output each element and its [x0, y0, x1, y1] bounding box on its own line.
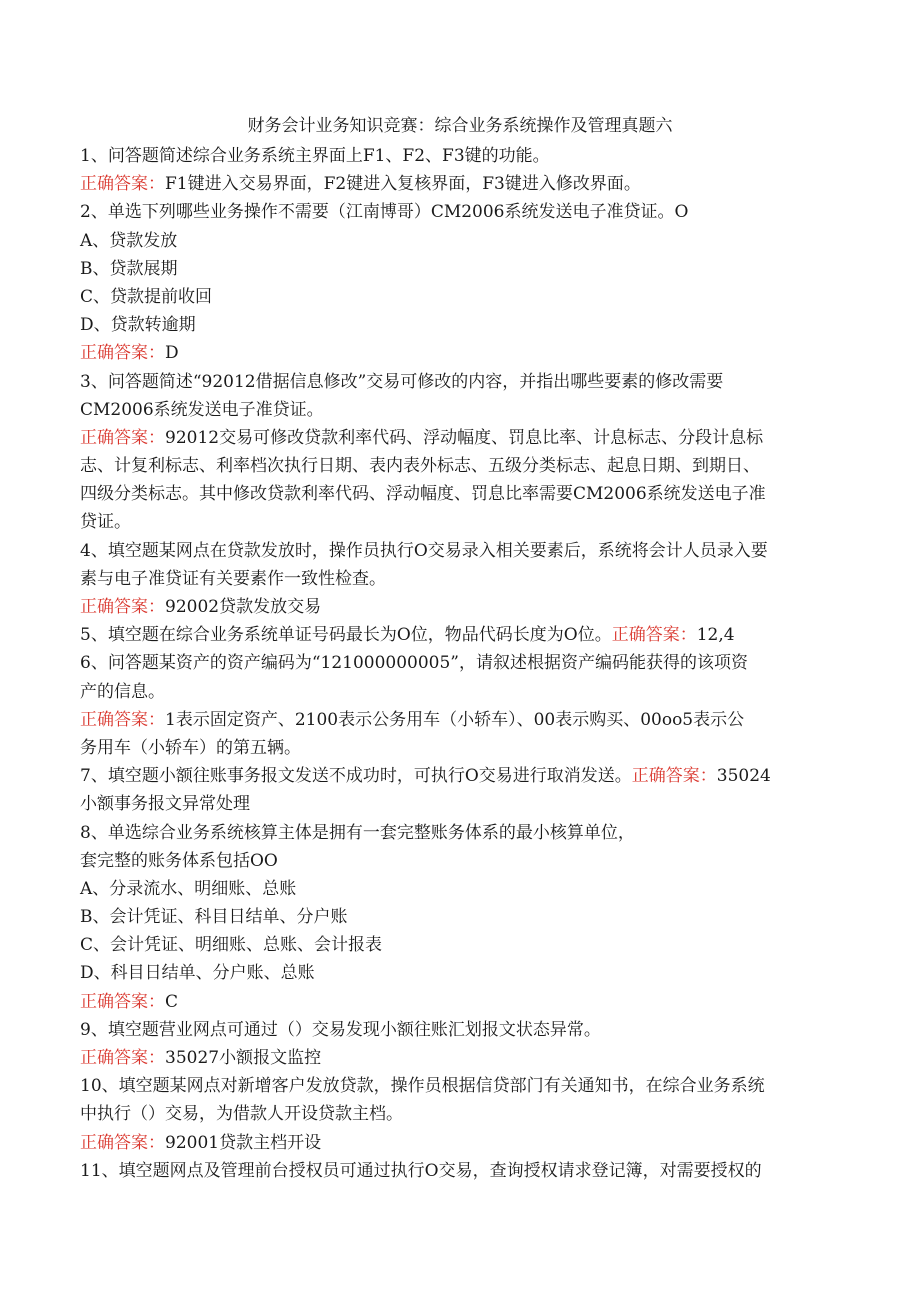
document-body [80, 142, 840, 1185]
text-line: 贷证。 [80, 512, 131, 533]
text-line: 四级分类标志。其中修改贷款利率代码、浮动幅度、罚息比率需要CM2006系统发送电子准 [80, 484, 766, 505]
text-line: 产的信息。 [80, 681, 165, 702]
text-line: 5、填空题在综合业务系统单证号码最长为O位，物品代码长度为O位。正确答案：12,4 [80, 625, 735, 646]
text-line: 9、填空题营业网点可通过（）交易发现小额往账汇划报文状态异常。 [80, 1019, 601, 1040]
answer-line: 正确答案：1表示固定资产、2100表示公务用车（小轿车）、00表示购买、00oo5表示公 [80, 709, 745, 730]
answer-line: 正确答案：92002贷款发放交易 [80, 597, 322, 617]
option-line: D、贷款转逾期 [80, 315, 196, 336]
text-line: 小额事务报文异常处理 [80, 794, 250, 815]
option-line: B、会计凭证、科目日结单、分户账 [80, 907, 348, 928]
answer-label: 正确答案： [611, 625, 697, 646]
text-line: CM2006系统发送电子准贷证。 [80, 399, 324, 420]
answer-line: 正确答案：C [80, 991, 179, 1012]
answer-label: 正确答案： [80, 1048, 165, 1068]
answer-label: 正确答案： [80, 343, 165, 364]
option-line: C、贷款提前收回 [80, 286, 213, 307]
answer-label: 正确答案： [631, 766, 717, 787]
answer-line: 正确答案：92012交易可修改贷款利率代码、浮动幅度、罚息比率、计息标志、分段计息标 [80, 427, 764, 448]
answer-label: 正确答案： [80, 1132, 165, 1153]
option-line: D、科目日结单、分户账、总账 [80, 963, 315, 984]
text-line: 志、计复利标志、利率档次执行日期、表内表外标志、五级分类标志、起息日期、到期日、 [80, 456, 760, 477]
text-line: 中执行（）交易，为借款人开设贷款主档。 [80, 1104, 403, 1125]
text-line: 7、填空题小额往账事务报文发送不成功时，可执行O交易进行取消发送。正确答案：35024 [80, 766, 771, 787]
answer-line: 正确答案：D [80, 343, 179, 364]
text-line: 6、问答题某资产的资产编码为“121000000005”，请叙述根据资产编码能获得的该项资 [80, 653, 748, 674]
text-line: 10、填空题某网点对新增客户发放贷款，操作员根据信贷部门有关通知书，在综合业务系统 [80, 1076, 765, 1097]
option-line: A、贷款发放 [80, 230, 178, 251]
answer-label: 正确答案： [80, 597, 165, 617]
text-line: 1、问答题简述综合业务系统主界面上F1、F2、F3键的功能。 [80, 146, 550, 166]
text-line: 11、填空题网点及管理前台授权员可通过执行O交易，查询授权请求登记簿，对需要授权的 [80, 1160, 762, 1181]
document-title: 财务会计业务知识竞赛：综合业务系统操作及管理真题六 [247, 116, 673, 136]
answer-label: 正确答案： [80, 427, 165, 448]
answer-line: 正确答案：F1键进入交易界面，F2键进入复核界面，F3键进入修改界面。 [80, 174, 641, 195]
option-line: B、贷款展期 [80, 258, 178, 279]
text-line: 务用车（小轿车）的第五辆。 [80, 737, 301, 758]
text-line: 素与电子准贷证有关要素作一致性检查。 [80, 568, 386, 589]
answer-label: 正确答案： [80, 709, 165, 730]
answer-label: 正确答案： [80, 174, 165, 195]
text-line: 8、单选综合业务系统核算主体是拥有一套完整账务体系的最小核算单位， [80, 822, 635, 843]
text-line: 2、单选下列哪些业务操作不需要（江南博哥）CM2006系统发送电子准贷证。O [80, 202, 689, 223]
answer-label: 正确答案： [80, 991, 165, 1012]
option-line: C、会计凭证、明细账、总账、会计报表 [80, 935, 383, 956]
text-line: 3、问答题简述“92012借据信息修改”交易可修改的内容，并指出哪些要素的修改需要 [80, 371, 724, 392]
text-line: 4、填空题某网点在贷款发放时，操作员执行O交易录入相关要素后，系统将会计人员录入要 [80, 540, 768, 561]
answer-line: 正确答案：92001贷款主档开设 [80, 1132, 322, 1153]
answer-line: 正确答案：35027小额报文监控 [80, 1048, 322, 1068]
option-line: A、分录流水、明细账、总账 [80, 878, 297, 899]
text-line: 套完整的账务体系包括OO [80, 850, 278, 871]
